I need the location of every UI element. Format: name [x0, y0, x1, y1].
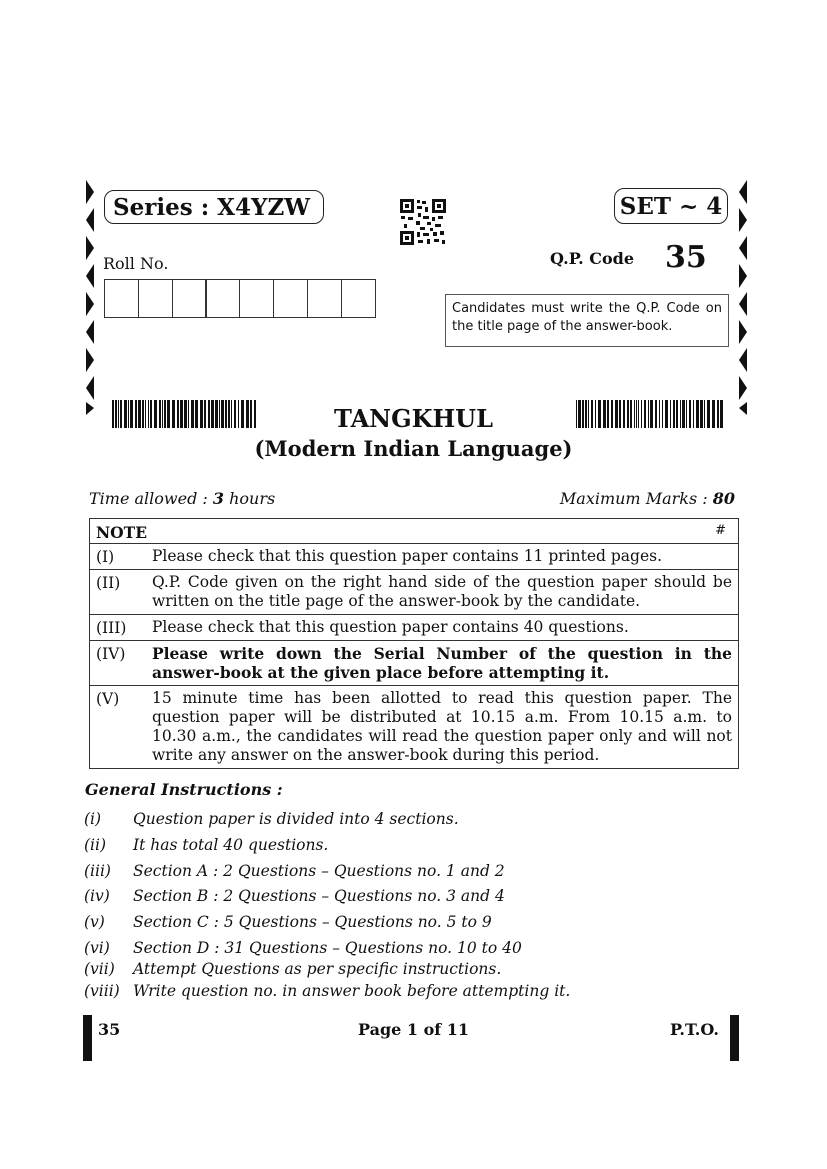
- list-item: [84, 958, 570, 980]
- time-allowed-prefix: Time allowed :: [89, 489, 213, 508]
- gi-num: (iii): [84, 861, 111, 880]
- roll-no-box[interactable]: [172, 279, 207, 318]
- note-num: (V): [96, 690, 120, 708]
- time-allowed-value: 3: [212, 489, 225, 508]
- note-num: (I): [96, 548, 115, 566]
- note-num: (IV): [96, 645, 126, 663]
- gi-text: It has total 40 questions.: [133, 835, 329, 854]
- note-num: (III): [96, 619, 127, 637]
- note-header-row: [90, 519, 738, 543]
- gi-text: Attempt Questions as per specific instructions.: [133, 959, 502, 978]
- roll-no-label: Roll No.: [103, 254, 169, 273]
- note-text: Please check that this question paper contains 40 questions.: [152, 618, 629, 636]
- roll-no-box[interactable]: [273, 279, 308, 318]
- gi-num: (vi): [84, 938, 110, 957]
- list-item: [84, 980, 570, 1006]
- note-num: (II): [96, 574, 121, 592]
- gi-num: (viii): [84, 981, 120, 1000]
- roll-no-box[interactable]: [307, 279, 342, 318]
- note-text: Q.P. Code given on the right hand side of the question paper should be written on the title page of the answer-book by the candidate.: [152, 573, 732, 610]
- gi-num: (vii): [84, 959, 115, 978]
- gi-num: (ii): [84, 835, 107, 854]
- qp-code-value: 35: [665, 240, 707, 275]
- roll-no-box[interactable]: [239, 279, 274, 318]
- general-instructions-title: General Instructions :: [85, 780, 283, 799]
- footer-page-number: Page 1 of 11: [358, 1020, 469, 1039]
- paper-title: TANGKHUL: [334, 404, 493, 433]
- time-allowed: [89, 489, 275, 508]
- gi-text: Section D : 31 Questions – Questions no. 10 to 40: [133, 938, 522, 957]
- gi-text: Section A : 2 Questions – Questions no. 1 and 2: [133, 861, 505, 880]
- roll-no-box[interactable]: [104, 279, 139, 318]
- maximum-marks: [560, 489, 735, 508]
- footer-code: 35: [98, 1020, 121, 1039]
- time-allowed-suffix: hours: [224, 489, 276, 508]
- note-table: [89, 518, 739, 769]
- note-text: Please check that this question paper contains 11 printed pages.: [152, 547, 663, 565]
- note-row: [90, 569, 738, 614]
- right-border-ribbon: [739, 180, 748, 415]
- note-row: [90, 614, 738, 640]
- gi-text: Section B : 2 Questions – Questions no. 3 and 4: [133, 887, 505, 906]
- series-label: Series : X4YZW: [104, 190, 324, 224]
- left-border-ribbon: [86, 180, 95, 415]
- note-row: [90, 685, 738, 768]
- candidate-note: Candidates must write the Q.P. Code on the title page of the answer-book.: [445, 294, 729, 347]
- list-item: [84, 834, 570, 860]
- list-item: [84, 860, 570, 886]
- gi-text: Section C : 5 Questions – Questions no. 5 to 9: [133, 913, 492, 932]
- list-item: [84, 808, 570, 834]
- note-row: [90, 640, 738, 685]
- set-label: SET ~ 4: [614, 188, 728, 224]
- max-marks-value: 80: [712, 489, 735, 508]
- gi-text: Question paper is divided into 4 sections.: [133, 810, 459, 828]
- roll-no-box[interactable]: [138, 279, 173, 318]
- list-item: [84, 937, 570, 958]
- note-heading: NOTE: [96, 523, 148, 542]
- general-instructions-list: [84, 808, 570, 1006]
- note-row: [90, 543, 738, 569]
- roll-no-box[interactable]: [341, 279, 376, 318]
- qr-code-icon: [400, 199, 446, 245]
- gi-text: Write question no. in answer book before attempting it.: [133, 981, 571, 1000]
- list-item: [84, 911, 570, 937]
- list-item: [84, 885, 570, 911]
- note-hash: #: [715, 523, 726, 538]
- note-text: 15 minute time has been allotted to read this question paper. The question paper will be distributed at 10.15 a.m. From 10.15 a.m. to 10.30 a.m., the candidates will read the question paper only and will not write any answer on the answer-book during this period.: [152, 689, 732, 764]
- gi-num: (v): [84, 913, 105, 932]
- gi-num: (iv): [84, 887, 110, 906]
- roll-no-box[interactable]: [205, 279, 240, 318]
- roll-no-boxes[interactable]: [104, 279, 375, 318]
- footer-pto: P.T.O.: [670, 1020, 719, 1039]
- note-text: Please write down the Serial Number of the question in the answer-book at the given place before attempting it.: [152, 644, 732, 682]
- max-marks-prefix: Maximum Marks :: [559, 489, 713, 508]
- paper-subtitle: (Modern Indian Language): [254, 436, 573, 461]
- qp-code-label: Q.P. Code: [550, 249, 635, 268]
- gi-num: (i): [84, 810, 102, 828]
